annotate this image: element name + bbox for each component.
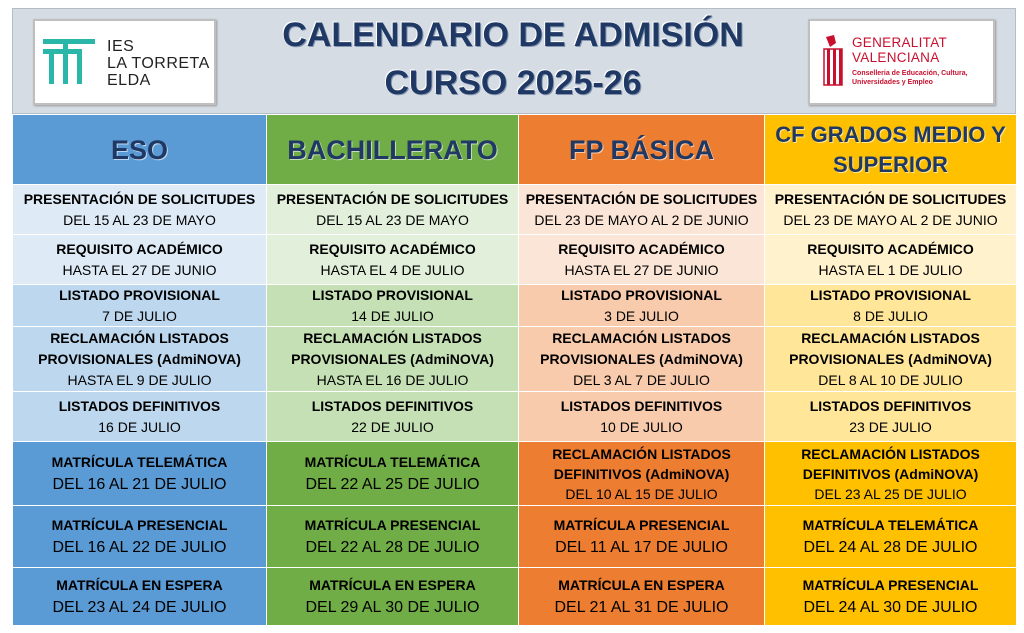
cell-label: PRESENTACIÓN DE SOLICITUDES [276, 191, 509, 207]
table-cell [13, 506, 267, 568]
gva-logo-line2: VALENCIANA [852, 50, 940, 65]
table-cell [13, 235, 267, 285]
table-cell [267, 442, 519, 506]
cell-label: MATRÍCULA TELEMÁTICA [51, 453, 228, 470]
table-cell [13, 327, 267, 392]
cell-value: 3 DE JULIO [604, 308, 679, 324]
gva-logo-line1: GENERALITAT [852, 35, 948, 50]
header [12, 8, 1016, 114]
cell-value: HASTA EL 27 DE JUNIO [62, 262, 217, 278]
table-cell [765, 235, 1017, 285]
cell-label: LISTADO PROVISIONAL [312, 287, 473, 303]
cell-label: RECLAMACIÓN LISTADOS [552, 445, 731, 462]
table-cell [267, 235, 519, 285]
table-cell [519, 285, 765, 327]
table-cell [765, 185, 1017, 235]
table-cell [519, 506, 765, 568]
table-cell [519, 392, 765, 442]
table-cell [267, 506, 519, 568]
table-cell [519, 568, 765, 626]
cell-label: LISTADO PROVISIONAL [561, 287, 722, 303]
cell-label: MATRÍCULA EN ESPERA [309, 576, 476, 593]
cell-value: DEL 21 AL 31 DE JULIO [554, 598, 729, 616]
cell-value: 23 DE JULIO [849, 419, 932, 435]
cell-label: DEFINITIVOS (AdmiNOVA) [553, 465, 730, 482]
table-cell [13, 285, 267, 327]
cell-label: RECLAMACIÓN LISTADOS [303, 330, 482, 346]
table-cell [765, 327, 1017, 392]
table-row [13, 568, 1017, 626]
cell-label: PRESENTACIÓN DE SOLICITUDES [23, 191, 256, 207]
table-row [13, 235, 1017, 285]
cell-value: DEL 22 AL 25 DE JULIO [305, 475, 480, 493]
table-cell [765, 506, 1017, 568]
cell-label: LISTADOS DEFINITIVOS [311, 398, 474, 414]
table-cell [267, 568, 519, 626]
cell-value: 22 DE JULIO [351, 419, 434, 435]
gva-logo-text [852, 35, 947, 65]
ies-logo-line1: IES [107, 38, 135, 55]
table-cell [765, 568, 1017, 626]
table-cell [13, 568, 267, 626]
ies-logo-text [107, 38, 210, 89]
cell-label: MATRÍCULA PRESENCIAL [553, 516, 730, 533]
table-cell [519, 235, 765, 285]
table-cell [765, 442, 1017, 506]
cell-value: HASTA EL 16 DE JULIO [316, 372, 469, 388]
cell-value: DEL 15 AL 23 DE MAYO [63, 212, 216, 228]
cell-label: RECLAMACIÓN LISTADOS [801, 445, 980, 462]
column-header-cf [765, 115, 1017, 185]
table-row [13, 442, 1017, 506]
cell-value: DEL 10 AL 15 DE JULIO [565, 485, 718, 502]
cell-value: DEL 16 AL 22 DE JULIO [52, 538, 227, 556]
cell-value: DEL 23 AL 25 DE JULIO [814, 485, 967, 502]
generalitat-valenciana-logo [808, 19, 995, 105]
table-cell [267, 285, 519, 327]
cell-label: LISTADOS DEFINITIVOS [560, 398, 723, 414]
table-row [13, 285, 1017, 327]
table-row [13, 506, 1017, 568]
ies-logo-line3: ELDA [107, 72, 151, 89]
table-cell [267, 185, 519, 235]
cell-label: LISTADO PROVISIONAL [59, 287, 220, 303]
cell-label: MATRÍCULA PRESENCIAL [802, 576, 979, 593]
gva-emblem-icon [820, 33, 846, 91]
cell-value: DEL 16 AL 21 DE JULIO [52, 475, 227, 493]
cell-value: DEL 11 AL 17 DE JULIO [555, 538, 728, 556]
cell-value: DEL 23 DE MAYO AL 2 DE JUNIO [783, 212, 998, 228]
column-header-row [13, 115, 1017, 185]
cell-value: HASTA EL 1 DE JULIO [818, 262, 963, 278]
cell-label: MATRÍCULA TELEMÁTICA [304, 453, 481, 470]
cell-label: REQUISITO ACADÉMICO [807, 241, 974, 257]
ies-logo-line2: LA TORRETA [107, 55, 210, 72]
column-header-eso: ESO [13, 115, 267, 185]
column-header-fp-basica: FP BÁSICA [519, 115, 765, 185]
cell-value: DEL 24 AL 28 DE JULIO [803, 538, 978, 556]
cell-label: PROVISIONALES (AdmiNOVA) [38, 351, 241, 367]
table-cell [519, 327, 765, 392]
cell-value: 10 DE JULIO [600, 419, 683, 435]
admission-calendar-table [12, 114, 1017, 626]
page-subtitle: CURSO 2025-26 [384, 64, 642, 102]
cell-label: DEFINITIVOS (AdmiNOVA) [802, 465, 979, 482]
cell-label: MATRÍCULA EN ESPERA [56, 576, 223, 593]
cell-label: RECLAMACIÓN LISTADOS [801, 330, 980, 346]
table-cell [13, 185, 267, 235]
cell-label: MATRÍCULA PRESENCIAL [51, 516, 228, 533]
cell-value: HASTA EL 27 DE JUNIO [564, 262, 719, 278]
cell-value: DEL 29 AL 30 DE JULIO [305, 598, 480, 616]
cell-label: LISTADO PROVISIONAL [810, 287, 971, 303]
gva-logo-subtitle: Conselleria de Educación, Cultura, Universidades y Empleo [852, 70, 968, 86]
table-cell [519, 442, 765, 506]
ies-la-torreta-logo [33, 19, 216, 105]
column-header-cf-line2: SUPERIOR [833, 151, 948, 177]
cell-value: DEL 3 AL 7 DE JULIO [573, 372, 710, 388]
cell-label: PRESENTACIÓN DE SOLICITUDES [774, 191, 1007, 207]
cell-label: REQUISITO ACADÉMICO [309, 241, 476, 257]
table-cell [267, 327, 519, 392]
cell-label: PRESENTACIÓN DE SOLICITUDES [525, 191, 758, 207]
column-header-bachillerato: BACHILLERATO [267, 115, 519, 185]
cell-label: LISTADOS DEFINITIVOS [58, 398, 221, 414]
cell-value: 7 DE JULIO [102, 308, 177, 324]
cell-value: DEL 24 AL 30 DE JULIO [803, 598, 978, 616]
cell-label: PROVISIONALES (AdmiNOVA) [291, 351, 494, 367]
table-cell [267, 392, 519, 442]
cell-value: HASTA EL 9 DE JULIO [67, 372, 212, 388]
cell-label: RECLAMACIÓN LISTADOS [50, 330, 229, 346]
cell-value: 16 DE JULIO [98, 419, 181, 435]
table-row [13, 392, 1017, 442]
page-title: CALENDARIO DE ADMISIÓN [282, 16, 744, 54]
cell-label: RECLAMACIÓN LISTADOS [552, 330, 731, 346]
table-row [13, 185, 1017, 235]
table-cell [13, 392, 267, 442]
cell-label: MATRÍCULA PRESENCIAL [304, 516, 481, 533]
cell-label: REQUISITO ACADÉMICO [56, 241, 223, 257]
cell-label: REQUISITO ACADÉMICO [558, 241, 725, 257]
table-cell [13, 442, 267, 506]
cell-value: HASTA EL 4 DE JULIO [320, 262, 465, 278]
cell-value: DEL 23 AL 24 DE JULIO [52, 598, 227, 616]
ies-logo-icon [41, 33, 101, 93]
table-cell [765, 285, 1017, 327]
table-cell [765, 392, 1017, 442]
table-row [13, 327, 1017, 392]
cell-label: LISTADOS DEFINITIVOS [809, 398, 972, 414]
cell-value: DEL 8 AL 10 DE JULIO [818, 372, 963, 388]
cell-value: 8 DE JULIO [853, 308, 928, 324]
cell-label: PROVISIONALES (AdmiNOVA) [540, 351, 743, 367]
cell-value: 14 DE JULIO [351, 308, 434, 324]
cell-value: DEL 22 AL 28 DE JULIO [305, 538, 480, 556]
cell-label: MATRÍCULA TELEMÁTICA [802, 516, 979, 533]
cell-value: DEL 15 AL 23 DE MAYO [316, 212, 469, 228]
cell-value: DEL 23 DE MAYO AL 2 DE JUNIO [534, 212, 749, 228]
cell-label: PROVISIONALES (AdmiNOVA) [789, 351, 992, 367]
table-cell [519, 185, 765, 235]
column-header-cf-line1: CF GRADOS MEDIO Y [775, 121, 1006, 147]
cell-label: MATRÍCULA EN ESPERA [558, 576, 725, 593]
